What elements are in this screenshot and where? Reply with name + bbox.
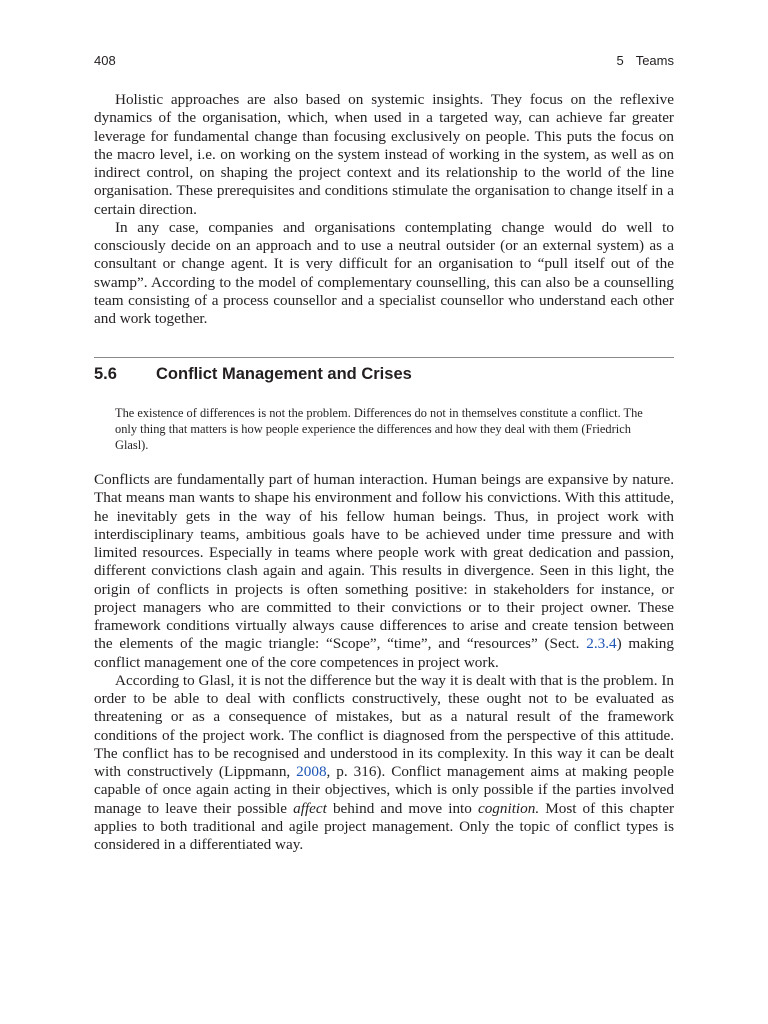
section-link[interactable]: 2.3.4 — [586, 635, 617, 653]
running-header — [94, 50, 674, 72]
intro-text — [94, 91, 674, 328]
citation-link[interactable]: 2008 — [296, 763, 327, 780]
epigraph-quote: The existence of differences is not the problem. Differences do not in themselves constitute a conflict. The only thing that matters is how people experience the differences and how they deal with them (Friedrich Glasl). — [115, 406, 643, 452]
intro-paragraph-1: Holistic approaches are also based on systemic insights. They focus on the reflexive dynamics of the organisation, which, when used in a targeted way, can achieve far greater leverage for fundamental change than focusing exclusively on people. This puts the focus on the macro level, i.e. on working on the system instead of working in the system, as well as on indirect control, on shaping the project context and its relationship to the world of the line organisation. These prerequisites and conditions stimulate the organisation to change itself in a certain direction. — [94, 91, 674, 218]
section-heading — [94, 365, 412, 384]
section-rule — [94, 357, 674, 358]
emphasis-cognition: cognition. — [477, 799, 540, 817]
page-number: 408 — [94, 53, 116, 68]
chapter-title: Teams — [635, 53, 674, 68]
emphasis-affect: affect — [293, 799, 327, 817]
body-paragraph-1: Conflicts are fundamentally part of human interaction. Human beings are expansive by nature. That means man wants to shape his environment and follow his convictions. With this attitude, he inevitably gets in the way of his fellow human beings. Thus, in project work with interdisciplinary teams, ambitious goals have to be achieved under time pressure and with limited resources. Especially in teams where people work with great dedication and passion, different convictions clash again and again. This results in divergence. Seen in this light, the origin of conflicts in projects is often something positive: in stakeholders for instance, or project managers who are committed to their convictions or to their project owner. These framework conditions virtually always cause differences to arise and create tension between the elements of the magic triangle: “Scope”, “time”, and “resources” (Sect. 2.3.4) making conflict management one of the core competences in project work. — [94, 471, 674, 671]
section-number: 5.6 — [94, 365, 117, 383]
section-title: Conflict Management and Crises — [156, 365, 412, 383]
body-text — [94, 471, 674, 854]
chapter-header — [616, 53, 674, 68]
intro-paragraph-2: In any case, companies and organisations contemplating change would do well to consciously decide on an approach and to use a neutral outsider (or an external system) as a consultant or change agent. It is very difficult for an organisation to “pull itself out of the swamp”. According to the model of complementary counselling, this can also be a counselling team consisting of a process counsellor and a specialist counsellor who understand each other and work together. — [94, 218, 674, 327]
body-paragraph-2: According to Glasl, it is not the difference but the way it is dealt with that is the problem. In order to be able to deal with conflicts constructively, these ought not to be evaluated as threatening or as a consequence of mistakes, but as a natural result of the framework conditions of the project work. The conflict is diagnosed from the perspective of this attitude. The conflict has to be recognised and understood in its complexity. In this way it can be dealt with constructively (Lippmann, 2008, p. 316). Conflict management aims at making people capable of once again acting in their objectives, which is only possible if the parties involved manage to leave their possible affect behind and move into cognition. Most of this chapter applies to both traditional and agile project management. Only the topic of conflict types is considered in a differentiated way. — [94, 671, 675, 853]
chapter-number: 5 — [616, 53, 624, 68]
